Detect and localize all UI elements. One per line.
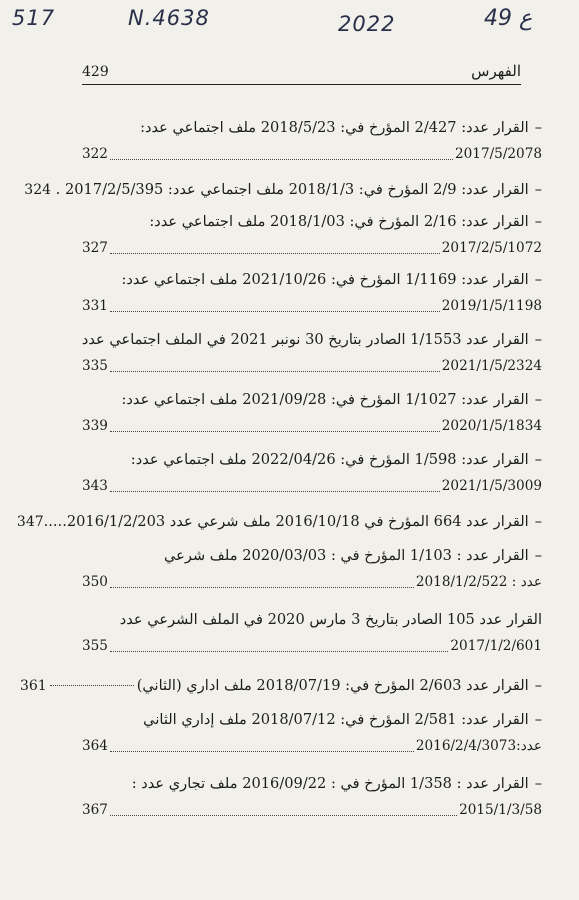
entry-text: القرار عدد: 2/427 المؤرخ في: 2018/5/23 ملف اجتماعي عدد: (140, 119, 529, 136)
entry-text: القرار عدد 105 الصادر بتاريخ 3 مارس 2020 في الملف الشرعي عدد (119, 611, 542, 628)
entry-page: 327 (82, 240, 108, 256)
index-entry: –القرار عدد: 2/9 المؤرخ في: 2018/1/3 ملف اجتماعي عدد: 2017/2/5/395 . 324 (24, 181, 542, 198)
handwritten-note-2: N.4638 (128, 6, 210, 30)
entry-page: 343 (82, 478, 108, 494)
index-entry: –القرار عدد: 2/427 المؤرخ في: 2018/5/23 ملف اجتماعي عدد: 2017/5/2078 322 (82, 119, 542, 162)
leader-dots (110, 750, 414, 752)
page-header (82, 62, 521, 85)
leader-dots (110, 430, 440, 432)
index-entry: –القرار عدد: 2/581 المؤرخ في: 2018/07/12 ملف إداري الثاني عدد:2016/2/4/3073 364 (82, 711, 542, 754)
entry-ref: 2015/1/3/58 (459, 802, 542, 818)
entry-ref: 2021/1/5/2324 (441, 358, 542, 374)
entry-text: القرار عدد 1/1553 الصادر بتاريخ 30 نونبر 2021 في الملف اجتماعي عدد (81, 331, 529, 348)
entry-page: 355 (82, 638, 108, 654)
entry-page: 367 (82, 802, 108, 818)
entry-page: 322 (82, 146, 108, 162)
index-entry: –القرار عدد: 2/16 المؤرخ في: 2018/1/03 ملف اجتماعي عدد: 2017/2/5/1072 327 (82, 213, 542, 256)
leader-dots (110, 252, 440, 254)
entry-text: القرار عدد: 1/1169 المؤرخ في: 2021/10/26 ملف اجتماعي عدد: (121, 271, 529, 288)
leader-dots (110, 370, 440, 372)
entry-ref: 2019/1/5/1198 (441, 298, 542, 314)
index-entry: –القرار عدد: 1/1027 المؤرخ في: 2021/09/28 ملف اجتماعي عدد: 2020/1/5/1834 339 (82, 391, 542, 434)
entry-page: 324 (24, 182, 52, 198)
handwritten-note-4: 49 ع (484, 6, 533, 31)
page-number: 429 (82, 64, 109, 80)
leader-dots (110, 586, 414, 588)
entry-page: 361 (19, 678, 47, 694)
entry-text: القرار عدد: 2/581 المؤرخ في: 2018/07/12 ملف إداري الثاني (143, 711, 529, 728)
entry-text: القرار عدد 2/603 المؤرخ في: 2018/07/19 ملف اداري (الثاني) (136, 677, 529, 694)
entry-ref: 2017/2/5/1072 (441, 240, 542, 256)
entry-page: 347 (16, 514, 44, 530)
index-entry: –القرار عدد 1/1553 الصادر بتاريخ 30 نونبر 2021 في الملف اجتماعي عدد 2021/1/5/2324 335 (81, 331, 542, 374)
entry-ref: عدد : 2018/1/2/522 (415, 574, 542, 590)
entry-page: 331 (82, 298, 108, 314)
index-entry: –القرار عدد : 1/103 المؤرخ في : 2020/03/03 ملف شرعي عدد : 2018/1/2/522 350 (82, 547, 542, 590)
leader-dots (50, 684, 134, 686)
leader-dots (110, 310, 440, 312)
entry-page: 350 (82, 574, 108, 590)
entry-page: 364 (82, 738, 108, 754)
index-entry: –القرار عدد : 1/358 المؤرخ في : 2016/09/22 ملف تجاري عدد : 2015/1/3/58 367 (82, 775, 542, 818)
leader-dots (110, 650, 448, 652)
entry-ref: 2020/1/5/1834 (441, 418, 542, 434)
entry-page: 339 (82, 418, 108, 434)
index-entry: –القرار عدد: 1/1169 المؤرخ في: 2021/10/26 ملف اجتماعي عدد: 2019/1/5/1198 331 (82, 271, 542, 314)
entry-text: القرار عدد: 1/1027 المؤرخ في: 2021/09/28 ملف اجتماعي عدد: (121, 391, 529, 408)
entry-text: القرار عدد : 1/103 المؤرخ في : 2020/03/03 ملف شرعي (164, 547, 529, 564)
handwritten-note-3: 2022 (338, 12, 396, 36)
leader-dots (110, 490, 440, 492)
entry-text: القرار عدد 664 المؤرخ في 2016/10/18 ملف شرعي عدد 2016/1/2/203..... (43, 513, 529, 530)
entry-page: 335 (82, 358, 108, 374)
index-entry (82, 610, 542, 656)
index-entry: –القرار عدد 664 المؤرخ في 2016/10/18 ملف شرعي عدد 2016/1/2/203.....347 (16, 513, 542, 530)
entry-ref: عدد:2016/2/4/3073 (415, 738, 542, 754)
entry-text: القرار عدد: 2/9 المؤرخ في: 2018/1/3 ملف اجتماعي عدد: 2017/2/5/395 (64, 181, 529, 198)
index-entry: –القرار عدد 2/603 المؤرخ في: 2018/07/19 ملف اداري (الثاني)361 (19, 677, 542, 694)
entry-ref: 2021/1/5/3009 (441, 478, 542, 494)
index-entry: –القرار عدد: 1/598 المؤرخ في: 2022/04/26 ملف اجتماعي عدد: 2021/1/5/3009 343 (82, 451, 542, 494)
entry-ref: 2017/5/2078 (455, 146, 542, 162)
entry-ref: 2017/1/2/601 (450, 638, 542, 654)
entry-text: القرار عدد: 2/16 المؤرخ في: 2018/1/03 ملف اجتماعي عدد: (149, 213, 529, 230)
entry-text: القرار عدد : 1/358 المؤرخ في : 2016/09/22 ملف تجاري عدد : (131, 775, 529, 792)
leader-dots (110, 814, 457, 816)
entry-text: القرار عدد: 1/598 المؤرخ في: 2022/04/26 ملف اجتماعي عدد: (130, 451, 529, 468)
handwritten-note-1: 517 (12, 6, 56, 30)
page-title: الفهرس (471, 62, 521, 80)
leader-dots (110, 158, 453, 160)
